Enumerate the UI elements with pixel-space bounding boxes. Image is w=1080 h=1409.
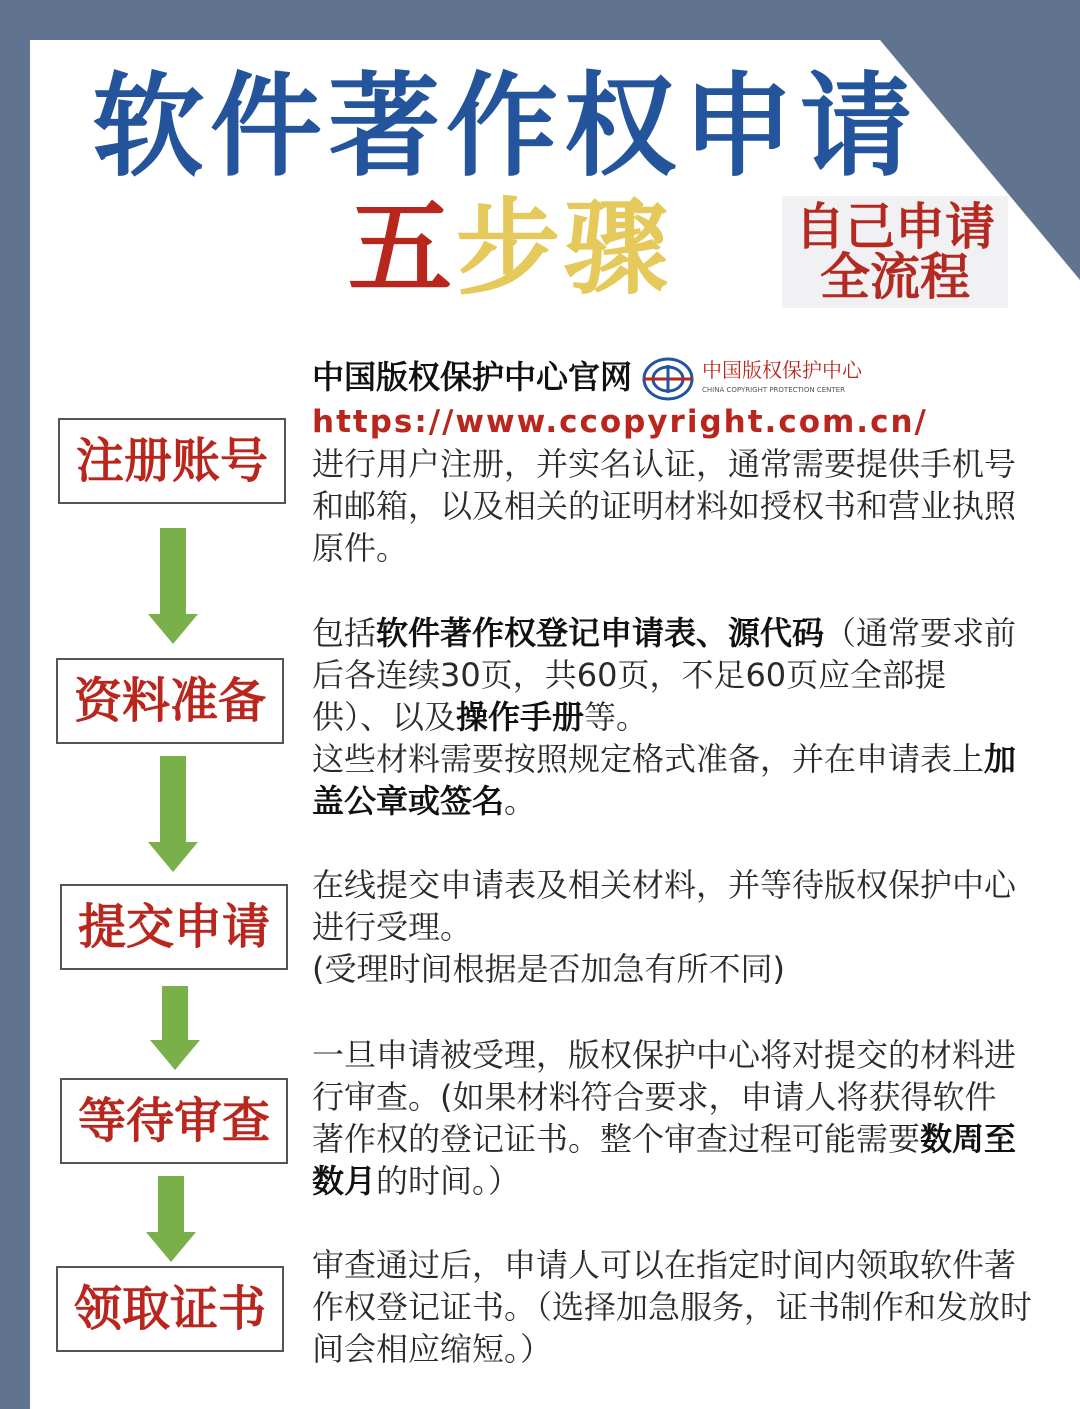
bold-materials: 软件著作权登记申请表、源代码: [376, 614, 825, 652]
official-site-line: [312, 356, 1032, 401]
step-submit-text: [312, 864, 1032, 990]
step-register-desc: 进行用户注册，并实名认证，通常需要提供手机号和邮箱，以及相关的证明材料如授权书和营业执照原件。: [312, 445, 1017, 567]
step-review-text: [312, 1034, 1024, 1202]
logo-text-cn: 中国版权保护中心: [702, 358, 863, 382]
step-submit-box: 提交申请: [60, 884, 288, 970]
process-badge: [782, 196, 1008, 308]
official-site-url[interactable]: https://www.ccopyright.com.cn/: [312, 404, 928, 440]
step-prepare-text: [312, 612, 1024, 822]
official-site-name: 中国版权保护中心官网: [312, 358, 633, 396]
subtitle-steps: 步骤: [456, 187, 673, 309]
step-review-desc: [312, 1034, 1024, 1202]
text-fragment: 等。: [584, 698, 649, 736]
down-arrow-icon: [148, 756, 198, 874]
step-review-box: 等待审查: [60, 1078, 288, 1164]
text-fragment: 的时间。）: [376, 1162, 521, 1200]
text-fragment: 一旦申请被受理，版权保护中心将对提交的材料进行审查。(如果材料符合要求，申请人将获得软件著作权的登记证书。整个审查过程可能需要: [312, 1036, 1017, 1158]
step-prepare-box: 资料准备: [56, 658, 284, 744]
text-fragment: 包括: [312, 614, 377, 652]
step-submit-desc-2: (受理时间根据是否加急有所不同): [312, 950, 785, 988]
logo-text-en: CHINA COPYRIGHT PROTECTION CENTER: [702, 386, 845, 394]
subtitle-number: 五: [348, 187, 457, 309]
step-certificate-desc: 审查通过后，申请人可以在指定时间内领取软件著作权登记证书。（选择加急服务，证书制作和发放时间会相应缩短。）: [312, 1246, 1033, 1368]
bold-seal: 加盖公章或签名: [312, 740, 1017, 820]
step-register-text: [312, 356, 1032, 569]
subtitle: [348, 188, 672, 308]
step-certificate-box: 领取证书: [56, 1266, 284, 1352]
step-prepare-desc-1: [312, 612, 1024, 738]
text-fragment: （通常要求前后各连续30页，共60页，不足60页应全部提供）、以及: [312, 614, 1017, 736]
step-prepare-desc-2: [312, 738, 1024, 822]
step-certificate-text: [312, 1244, 1032, 1370]
badge-line-1: 自己申请: [795, 198, 995, 256]
text-fragment: 这些材料需要按照规定格式准备，并在申请表上: [312, 740, 985, 778]
down-arrow-icon: [146, 1176, 196, 1262]
bold-duration: 数周至数月: [312, 1120, 1017, 1200]
page-title: 软件著作权申请: [92, 62, 918, 192]
step-register-box: 注册账号: [58, 418, 286, 504]
text-fragment: 。: [504, 782, 537, 820]
step-submit-desc-1: 在线提交申请表及相关材料，并等待版权保护中心进行受理。: [312, 866, 1017, 946]
bold-manual: 操作手册: [456, 698, 585, 736]
ccpc-logo: [642, 357, 862, 401]
badge-line-2: 全流程: [820, 248, 970, 306]
down-arrow-icon: [148, 528, 198, 646]
down-arrow-icon: [150, 986, 200, 1070]
ccpc-logo-icon: [642, 357, 694, 401]
